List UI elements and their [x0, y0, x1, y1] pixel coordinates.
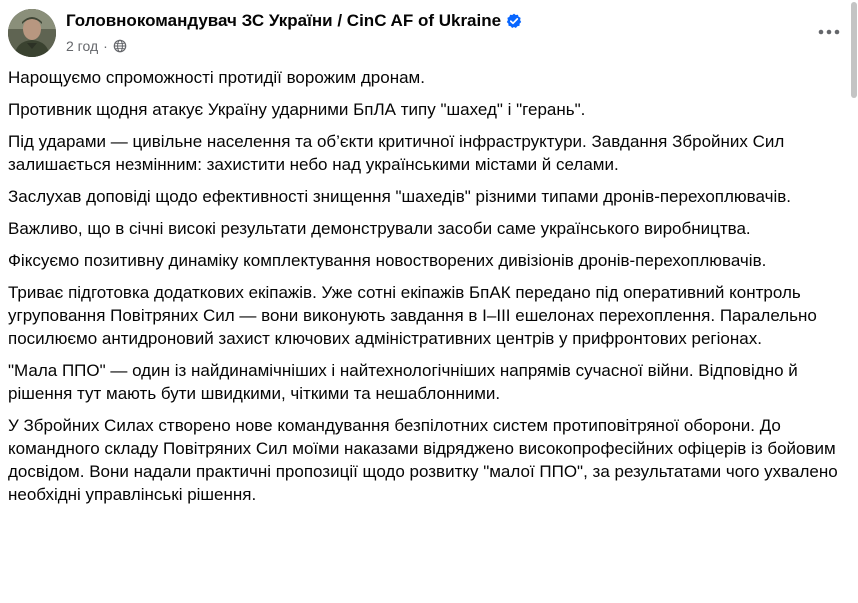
post-paragraph: Важливо, що в січні високі результати демонстрували засоби саме українського виробництва.	[8, 219, 751, 238]
post-paragraph: У Збройних Силах створено нове командування безпілотних систем протиповітряної оборони. До командного складу Повітряних Сил моїми наказами відряджено високопрофесійних офіцерів із бойовим досвідом. Вони надали практичні пропозиції щодо розвитку "малої ППО", за результатами чого ухвалено необхідні управлінські рішення.	[8, 416, 838, 504]
verified-badge-icon	[506, 13, 522, 29]
post-paragraph: "Мала ППО" — один із найдинамічніших і найтехнологічніших напрямів сучасної війни. Відповідно й рішення тут мають бути швидкими, чіткими та нешаблонними.	[8, 361, 798, 403]
more-options-button[interactable]	[812, 18, 846, 46]
post-paragraph: Заслухав доповіді щодо ефективності знищення "шахедів" різними типами дронів-перехоплювачів.	[8, 187, 791, 206]
post-paragraph: Противник щодня атакує Україну ударними БпЛА типу "шахед" і "герань".	[8, 100, 586, 119]
scrollbar-thumb[interactable]	[851, 2, 857, 98]
avatar[interactable]	[8, 9, 56, 57]
post-paragraph: Триває підготовка додаткових екіпажів. Уже сотні екіпажів БпАК передано під оперативний контроль угруповання Повітряних Сил — вони виконують завдання в І–ІІІ ешелонах перехоплення. Паралельно посилюємо антидроновий захист ключових адміністративних центрів у прифронтових регіонах.	[8, 283, 817, 348]
scrollbar[interactable]	[851, 0, 858, 603]
post-paragraph: Фіксуємо позитивну динаміку комплектування новостворених дивізіонів дронів-перехоплювачів.	[8, 251, 767, 270]
post-paragraph: Нарощуємо спроможності протидії ворожим дронам.	[8, 68, 425, 87]
post-timestamp[interactable]: 2 год	[66, 38, 99, 54]
globe-icon[interactable]	[113, 39, 127, 53]
post-meta	[66, 38, 127, 54]
author-name-text[interactable]: Головнокомандувач ЗС України / CinC AF of Ukraine	[66, 11, 502, 30]
author-name[interactable]	[66, 11, 522, 31]
meta-separator: ·	[103, 38, 108, 54]
post-header	[0, 0, 858, 66]
more-options-icon	[818, 29, 840, 35]
post-body	[8, 66, 848, 515]
post-paragraph: Під ударами — цивільне населення та об’єкти критичної інфраструктури. Завдання Збройних Сил залишається незмінним: захистити небо над українськими містами й селами.	[8, 132, 785, 174]
